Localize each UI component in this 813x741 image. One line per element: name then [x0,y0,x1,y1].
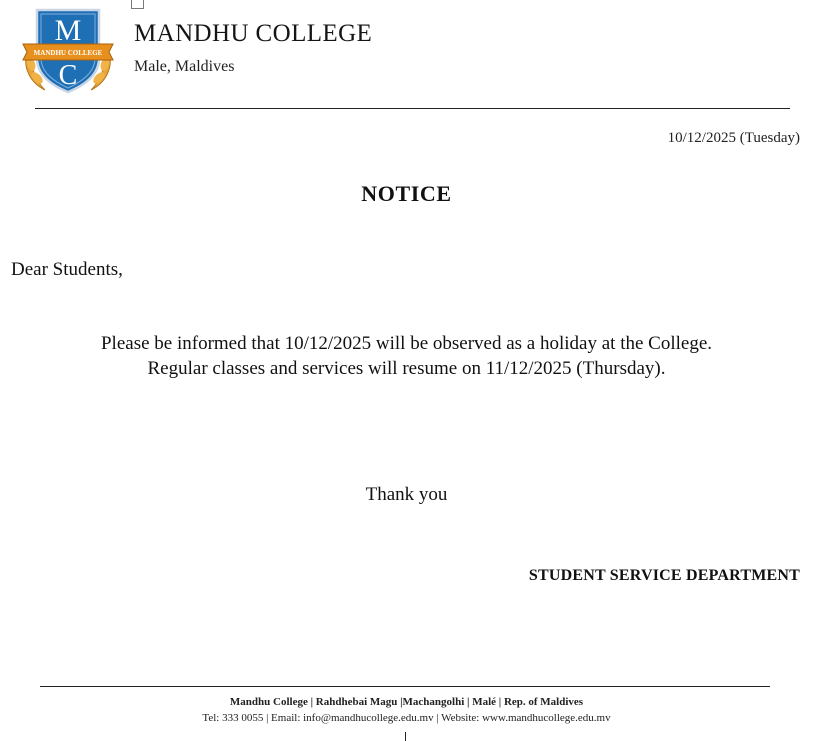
closing-text: Thank you [365,484,448,505]
notice-title: NOTICE [361,181,452,206]
svg-text:M: M [54,14,82,47]
text-cursor [405,732,406,741]
college-logo [21,6,115,96]
college-name: MANDHU COLLEGE [134,20,373,47]
notice-body-line: Regular classes and services will resume on 11/12/2025 (Thursday). [147,358,666,379]
shield-logo-icon [21,6,115,96]
header-divider [35,108,790,109]
notice-date: 10/12/2025 (Tuesday) [667,130,800,146]
footer-address: Mandhu College | Rahdhebai Magu |Machangolhi | Malé | Rep. of Maldives [229,696,584,708]
svg-text:C: C [58,60,78,91]
notice-body-line: Please be informed that 10/12/2025 will be observed as a holiday at the College. [100,333,712,354]
footer-contact: Tel: 333 0055 | Email: info@mandhucollege.edu.mv | Website: www.mandhucollege.edu.mv [202,712,611,724]
logo-banner-text: MANDHU COLLEGE [33,49,103,57]
checkbox-marker [131,0,144,9]
salutation: Dear Students, [11,259,123,280]
footer-divider [40,686,770,687]
department-signature: STUDENT SERVICE DEPARTMENT [528,567,800,584]
college-location: Male, Maldives [134,58,235,75]
notice-body [0,331,813,381]
